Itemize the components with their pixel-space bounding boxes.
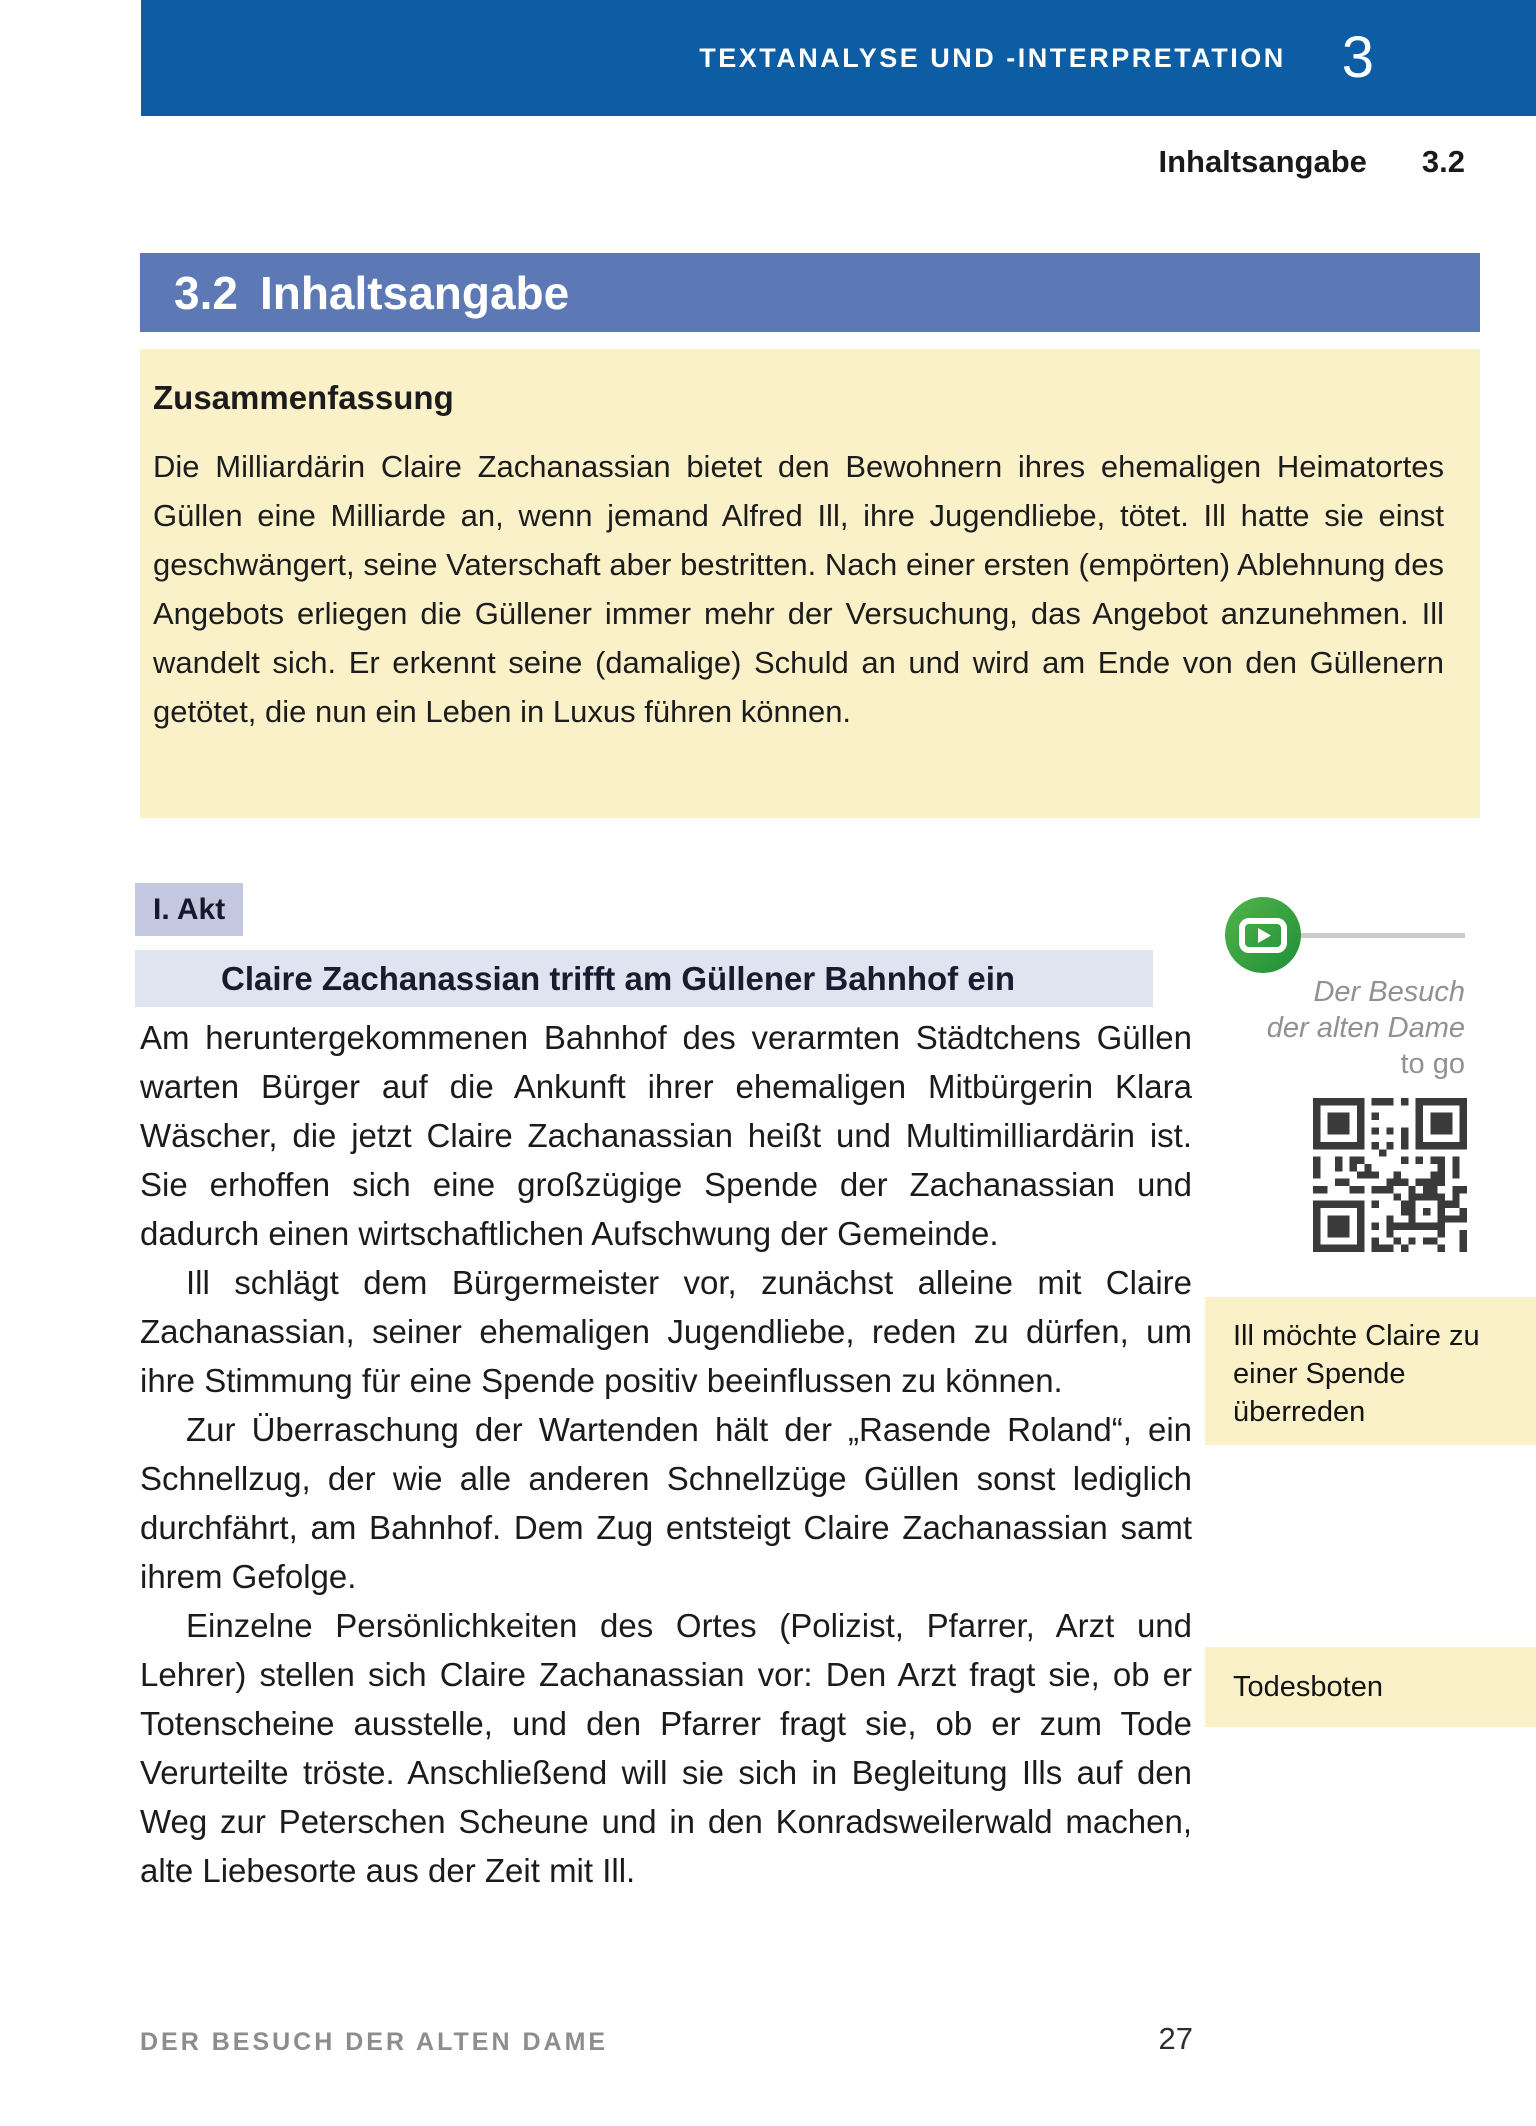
act-label-chip [135, 883, 243, 936]
running-head-number: 3.2 [1421, 144, 1465, 179]
scene-heading: Claire Zachanassian trifft am Güllener Bahnhof ein [221, 959, 1016, 997]
play-video-icon [1225, 897, 1301, 973]
summary-heading: Zusammenfassung [153, 379, 454, 416]
margin-note-text: Todesboten [1233, 1671, 1383, 1703]
chapter-header-bar [141, 0, 1536, 116]
paragraph: Am heruntergekommenen Bahnhof des verarmten Städtchens Güllen warten Bürger auf die Ankunft ihrer ehemaligen Mitbürgerin Klara Wäscher, die jetzt Claire Zachanassian heißt und Multimilliardärin ist. Sie erhoffen sich eine großzügige Spende der Zachanassian und dadurch einen wirtschaftlichen Aufschwung der Gemeinde. [140, 1019, 1192, 1252]
section-heading-band [140, 253, 1480, 332]
margin-note [1205, 1647, 1536, 1727]
paragraph: Zur Überraschung der Wartenden hält der „Rasende Roland“, ein Schnellzug, der wie alle anderen Schnellzüge Güllen sonst lediglich durchfährt, am Bahnhof. Dem Zug entsteigt Claire Zachanassian samt ihrem Gefolge. [140, 1411, 1192, 1595]
video-caption-suffix: to go [1400, 1048, 1465, 1080]
video-caption-line: Der Besuch [1313, 976, 1465, 1008]
running-head-label: Inhaltsangabe [1158, 144, 1367, 179]
video-caption-line: der alten Dame [1266, 1012, 1465, 1044]
chapter-number: 3 [1341, 25, 1374, 90]
margin-note [1205, 1297, 1536, 1445]
running-head [1158, 144, 1465, 180]
footer-book-title: DER BESUCH DER ALTEN DAME [140, 2028, 609, 2056]
body-text [140, 1013, 1192, 1895]
scene-heading-band [135, 950, 1153, 1007]
paragraph: Ill schlägt dem Bürgermeister vor, zunächst alleine mit Claire Zachanassian, seiner ehemaligen Jugendliebe, reden zu dürfen, um ihre Stimmung für eine Spende positiv beeinflussen zu können. [140, 1264, 1192, 1399]
section-number: 3.2 [174, 266, 238, 319]
video-caption [1225, 974, 1465, 1082]
summary-text: Die Milliardärin Claire Zachanassian bietet den Bewohnern ihres ehemaligen Heimatortes Güllen eine Milliarde an, wenn jemand Alfred Ill, ihre Jugendliebe, tötet. Ill hatte sie einst geschwängert, seine Vaterschaft aber bestritten. Nach einer ersten (empörten) Ablehnung des Angebots erliegen die Güllener immer mehr der Versuchung, das Angebot anzunehmen. Ill wandelt sich. Er erkennt seine (damalige) Schuld an und wird am Ende von den Güllenern getötet, die nun ein Leben in Luxus führen können. [153, 449, 1444, 729]
summary-box [140, 349, 1480, 818]
video-connector-line [1296, 933, 1465, 938]
margin-note-text: Ill möchte Claire zu einer Spende überreden [1233, 1320, 1480, 1428]
footer-page-number: 27 [1158, 2021, 1193, 2056]
section-title: Inhaltsangabe [259, 266, 570, 319]
act-label: I. Akt [153, 892, 226, 926]
paragraph: Einzelne Persönlichkeiten des Ortes (Polizist, Pfarrer, Arzt und Lehrer) stellen sich Claire Zachanassian vor: Den Arzt fragt sie, ob er Totenscheine ausstelle, und den Pfarrer fragt sie, ob er zum Tode Verurteilte tröste. Anschließend will sie sich in Begleitung Ills auf den Weg zur Peterschen Scheune und in den Konradsweilerwald machen, alte Liebesorte aus der Zeit mit Ill. [140, 1607, 1192, 1889]
chapter-header-title: TEXTANALYSE UND -INTERPRETATION [699, 42, 1286, 73]
qr-code [1313, 1098, 1467, 1252]
